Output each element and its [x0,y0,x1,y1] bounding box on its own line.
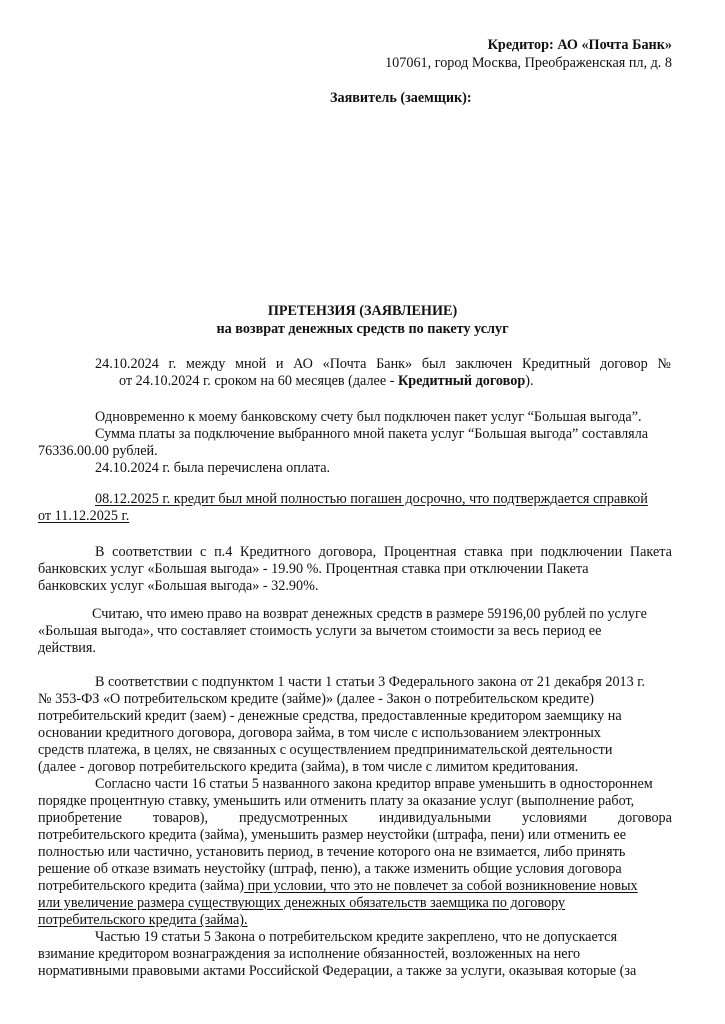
document-title: ПРЕТЕНЗИЯ (ЗАЯВЛЕНИЕ) [267,303,458,319]
creditor-address: 107061, город Москва, Преображенская пл, д. 8 [385,55,672,71]
document-subtitle: на возврат денежных средств по пакету услуг [216,321,509,337]
refund-paragraph-line-3: действия. [38,640,96,656]
article19-paragraph-line-2: взимание кредитором вознаграждения за исполнение обязанностей, возложенных на него [38,946,581,962]
article16-paragraph-line-2: порядке процентную ставку, уменьшить или отменить плату за оказание услуг (выполнение работ, [38,793,635,809]
creditor-line: Кредитор: АО «Почта Банк» [487,37,672,53]
contract-paragraph-line-2: от 24.10.2024 г. сроком на 60 месяцев (далее - Кредитный договор). [119,373,534,389]
word: Процентная [383,544,457,560]
underlined-condition: при условии, что это не повлечет за собой возникновение новых [244,878,638,894]
applicant-line: Заявитель (заемщик): [330,90,472,106]
rate-paragraph-line-1 [95,544,672,561]
word: Банк» [376,356,413,372]
contract-term: Кредитный договор [397,373,526,389]
package-paragraph-line-2: Сумма платы за подключение выбранного мной пакета услуг “Большая выгода” составляла [95,426,649,442]
word: мной [234,356,267,372]
package-paragraph-line-1: Одновременно к моему банковскому счету был подключен пакет услуг “Большая выгода”. [95,409,642,425]
word: и [275,356,284,372]
word: ставка [464,544,503,560]
word: Кредитного [240,544,311,560]
word: при [510,544,533,560]
rate-paragraph-line-3: банковских услуг «Большая выгода» - 32.90%. [38,578,319,594]
word: заключен [455,356,513,372]
article16-paragraph-line-1: Согласно части 16 статьи 5 названного закона кредитор вправе уменьшить в одностороннем [95,776,653,792]
word: с [200,544,207,560]
article16-paragraph-line-9: потребительского кредита (займа). [38,912,248,928]
law-paragraph-line-1: В соответствии с подпунктом 1 части 1 статьи 3 Федерального закона от 21 декабря 2013 г. [95,674,646,690]
article16-paragraph-line-8: или увеличение размера существующих денежных обязательств заемщика по договору [38,895,566,911]
word: Пакета [629,544,672,560]
word: предусмотренных [239,810,348,826]
article16-paragraph-line-7: потребительского кредита (займа) при условии, что это не повлечет за собой возникновение новых [38,878,638,894]
word: подключении [540,544,623,560]
repayment-line-1: 08.12.2025 г. кредит был мной полностью погашен досрочно, что подтверждается справкой [95,491,648,507]
word: договор [600,356,648,372]
article16-paragraph-line-3 [38,810,672,827]
contract-paragraph-line-1 [95,356,671,373]
law-paragraph-line-5: средств платежа, в целях, не связанных с осуществлением предпринимательской деятельности [38,742,613,758]
law-paragraph-line-3: потребительский кредит (заем) - денежные средства, предоставленные кредитором заемщику на [38,708,622,724]
law-paragraph-line-4: основании кредитного договора, договора займа, в том числе с использованием электронных [38,725,601,741]
word: п.4 [214,544,233,560]
article19-paragraph-line-3: нормативными правовыми актами Российской Федерации, а также за услуги, оказывая которые (за [38,963,637,979]
refund-paragraph-line-1: Считаю, что имею право на возврат денежных средств в размере 59196,00 рублей по услуге [92,606,647,622]
article16-paragraph-line-5: полностью или частично, установить период, в течение которого она не взимается, либо принять [38,844,626,860]
rate-paragraph-line-2: банковских услуг «Большая выгода» - 19.90 %. Процентная ставка при отключении Пакета [38,561,589,577]
word: В [95,544,105,560]
word: Кредитный [521,356,591,372]
word: договора [617,810,672,826]
law-paragraph-line-6: (далее - договор потребительского кредита (займа), в том числе с лимитом кредитования. [38,759,579,775]
package-paragraph-line-3: 76336.00.00 рублей. [38,443,158,459]
word: АО [293,356,313,372]
word: между [185,356,226,372]
word: «Почта [322,356,367,372]
law-paragraph-line-2: № 353-ФЗ «О потребительском кредите (займе)» (далее - Закон о потребительском кредите) [38,691,594,707]
word: товаров), [152,810,209,826]
word: индивидуальными [378,810,492,826]
word: приобретение [38,810,122,826]
word: был [421,356,446,372]
refund-paragraph-line-2: «Большая выгода», что составляет стоимость услуги за вычетом стоимости за весь период ее [38,623,602,639]
article16-paragraph-line-6: решение об отказе взимать неустойку (штраф, пеню), а также изменить общие условия договора [38,861,622,877]
word: г. [168,356,177,372]
repayment-line-2: от 11.12.2025 г. [38,508,130,524]
word: договора, [318,544,377,560]
word: № [657,356,671,372]
word: соответствии [112,544,193,560]
word: условиями [522,810,587,826]
word: 24.10.2024 [95,356,159,372]
payment-line: 24.10.2024 г. была перечислена оплата. [95,460,331,476]
article16-paragraph-line-4: потребительского кредита (займа), уменьшить размер неустойки (штрафа, пени) или отменить ее [38,827,627,843]
article19-paragraph-line-1: Частью 19 статьи 5 Закона о потребительском кредите закреплено, что не допускается [95,929,617,945]
